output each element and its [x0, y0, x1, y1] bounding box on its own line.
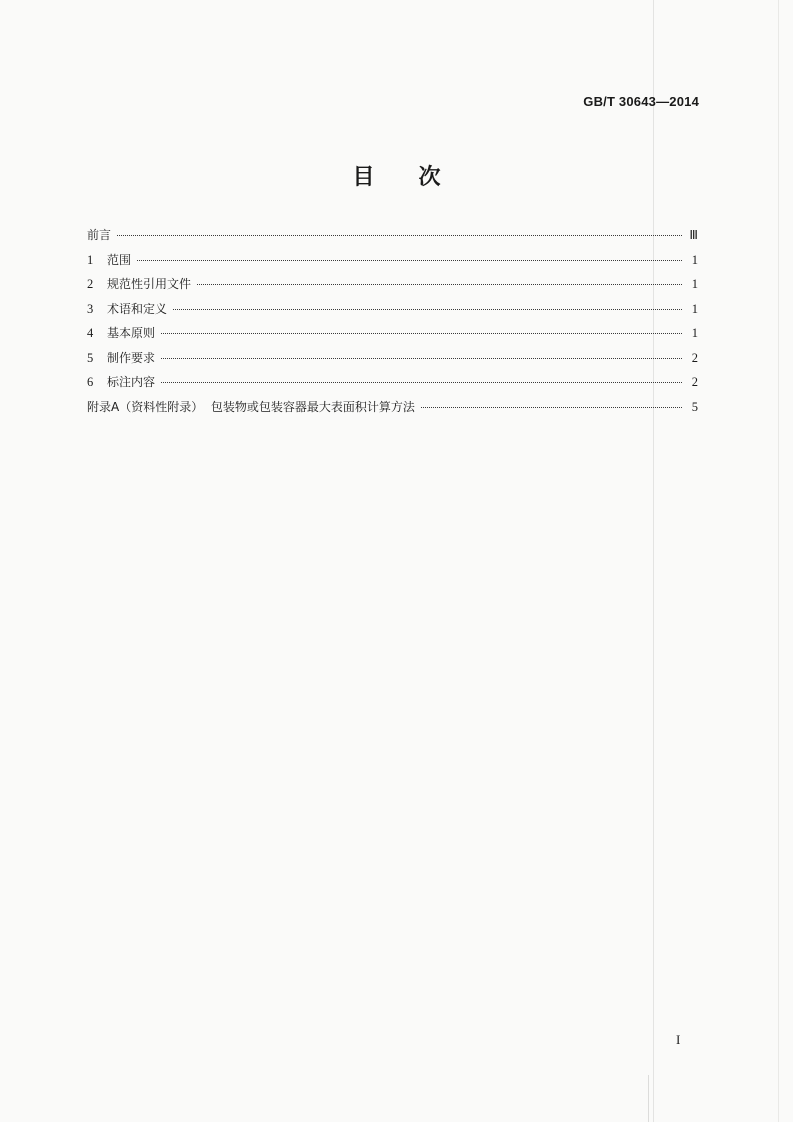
toc-item-scope[interactable]: [87, 251, 698, 276]
toc-item-number: 3: [87, 301, 94, 316]
toc-item-page: 1: [691, 252, 698, 267]
toc-item-number: 1: [87, 252, 94, 267]
page-number: I: [676, 1032, 681, 1047]
toc-item-label: 标注内容: [107, 375, 156, 389]
toc-item-label: 术语和定义: [107, 301, 168, 316]
title-char-1: 目: [352, 165, 375, 190]
title-char-2: 次: [418, 165, 441, 190]
dot-leader: [161, 333, 682, 334]
dot-leader: [161, 382, 682, 383]
toc-item-number: 2: [87, 277, 94, 291]
dot-leader: [421, 407, 682, 408]
toc-item-page: 1: [691, 301, 698, 316]
dot-leader: [117, 235, 682, 236]
dot-leader: [173, 309, 682, 310]
toc-item-foreword[interactable]: [87, 226, 698, 251]
toc-item-page: Ⅲ: [689, 228, 698, 242]
page-title: [0, 160, 793, 191]
toc-item-appendix-a[interactable]: [87, 398, 698, 423]
toc-item-basic-principles[interactable]: [87, 324, 698, 349]
dot-leader: [161, 358, 682, 359]
dot-leader: [197, 284, 682, 285]
toc-item-page: 5: [691, 399, 698, 414]
toc-item-requirements[interactable]: [87, 349, 698, 374]
toc-item-page: 2: [691, 350, 698, 365]
standard-code: GB/T 30643—2014: [583, 94, 699, 109]
table-of-contents: [87, 226, 698, 422]
toc-item-marking-content[interactable]: [87, 373, 698, 398]
toc-item-page: 1: [691, 277, 698, 291]
toc-item-label: 制作要求: [107, 350, 156, 365]
toc-item-page: 2: [691, 375, 698, 389]
scan-crease-line: [648, 1075, 649, 1122]
toc-item-terms-definitions[interactable]: [87, 300, 698, 325]
toc-item-number: 5: [87, 350, 94, 365]
toc-item-number: 4: [87, 326, 94, 340]
dot-leader: [137, 260, 682, 261]
toc-item-label: 范围: [107, 252, 132, 267]
toc-item-normative-references[interactable]: [87, 275, 698, 300]
toc-item-label: 规范性引用文件: [107, 277, 192, 291]
toc-item-page: 1: [691, 326, 698, 340]
toc-item-label: 前言: [87, 228, 112, 242]
toc-item-label: 附录A（资料性附录） 包装物或包装容器最大表面积计算方法: [87, 399, 415, 414]
toc-item-label: 基本原则: [107, 326, 156, 340]
toc-item-number: 6: [87, 375, 94, 389]
